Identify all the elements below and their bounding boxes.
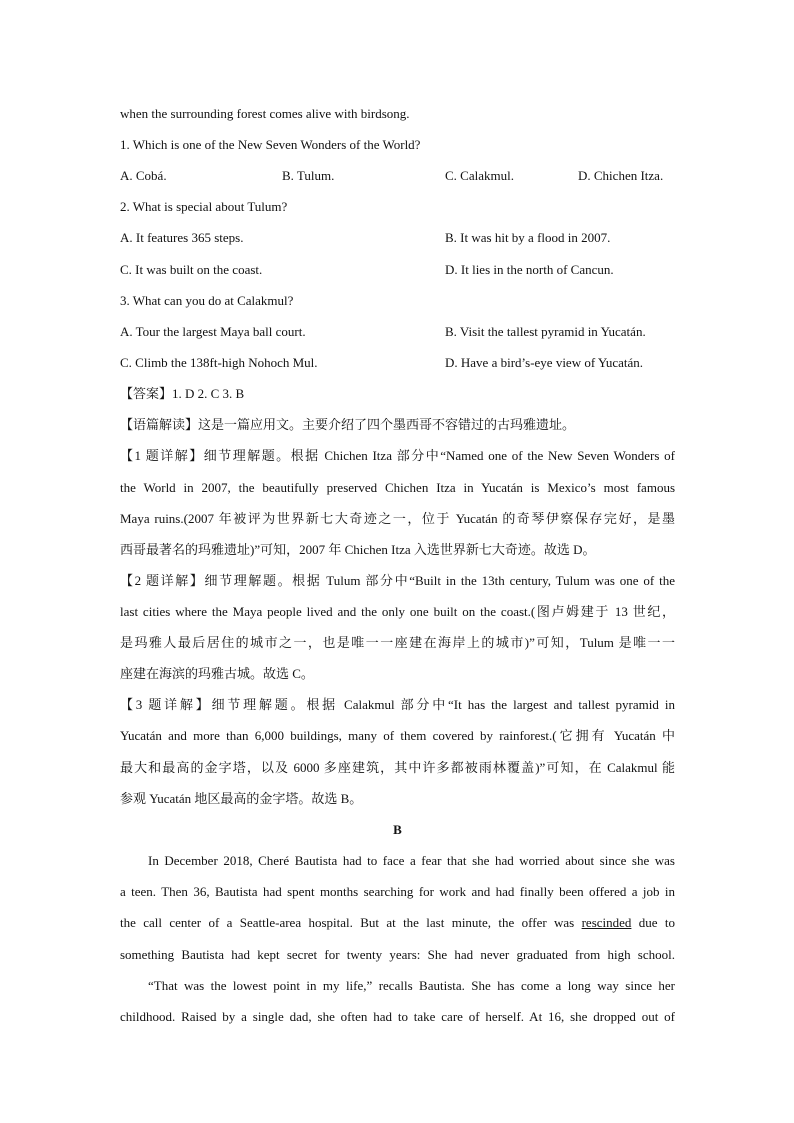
explanation-1-line: 西哥最著名的玛雅遗址)”可知，2007 年 Chichen Itza 入选世界新七大奇迹。故选 D。 bbox=[120, 542, 596, 557]
explanation-2-line: 座建在海滨的玛雅古城。故选 C。 bbox=[120, 666, 314, 681]
passage-line bbox=[120, 915, 675, 931]
passage-line: “That was the lowest point in my life,” recalls Bautista. She has come a long way since her bbox=[148, 978, 675, 993]
q2-option-d: D. It lies in the north of Cancun. bbox=[445, 262, 614, 277]
passage-line: childhood. Raised by a single dad, she often had to take care of herself. At 16, she dropped out of bbox=[120, 1009, 675, 1024]
q3-option-d: D. Have a bird’s-eye view of Yucatán. bbox=[445, 355, 644, 370]
q1-option-d: D. Chichen Itza. bbox=[578, 168, 664, 183]
question-2: 2. What is special about Tulum? bbox=[120, 199, 288, 214]
passage-line: a teen. Then 36, Bautista had spent months searching for work and had finally been offered a job in bbox=[120, 884, 675, 899]
section-heading: B bbox=[393, 822, 402, 837]
passage-continuation: when the surrounding forest comes alive with birdsong. bbox=[120, 106, 410, 121]
q3-option-b: B. Visit the tallest pyramid in Yucatán. bbox=[445, 324, 646, 339]
explanation-2-line: last cities where the Maya people lived and the only one built on the coast.(图卢姆建于 13 世纪， bbox=[120, 604, 675, 619]
passage-line: something Bautista had kept secret for twenty years: She had never graduated from high school. bbox=[120, 947, 675, 962]
explanation-1-line: 【1 题详解】细节理解题。根据 Chichen Itza 部分中“Named one of the New Seven Wonders of bbox=[120, 448, 675, 463]
q3-option-a: A. Tour the largest Maya ball court. bbox=[120, 324, 306, 339]
explanation-3-line: Yucatán and more than 6,000 buildings, many of them covered by rainforest.(它拥有 Yucatán 中 bbox=[120, 728, 675, 743]
q1-option-a: A. Cobá. bbox=[120, 168, 167, 183]
underlined-word: rescinded bbox=[581, 915, 632, 930]
explanation-1-line: Maya ruins.(2007 年被评为世界新七大奇迹之一，位于 Yucatán 的奇琴伊察保存完好，是墨 bbox=[120, 511, 675, 526]
q2-option-c: C. It was built on the coast. bbox=[120, 262, 263, 277]
q1-option-b: B. Tulum. bbox=[282, 168, 335, 183]
passage-text: the call center of a Seattle-area hospital. But at the last minute, the offer was bbox=[120, 915, 575, 930]
explanation-3-line: 参观 Yucatán 地区最高的金字塔。故选 B。 bbox=[120, 791, 363, 806]
explanation-2-line: 是玛雅人最后居住的城市之一，也是唯一一座建在海岸上的城市)”可知，Tulum 是唯一一 bbox=[120, 635, 675, 650]
explanation-1-line: the World in 2007, the beautifully preserved Chichen Itza in Yucatán is Mexico’s most famous bbox=[120, 480, 675, 495]
passage-line: In December 2018, Cheré Bautista had to face a fear that she had worried about since she was bbox=[148, 853, 675, 868]
q1-option-c: C. Calakmul. bbox=[445, 168, 514, 183]
question-3: 3. What can you do at Calakmul? bbox=[120, 293, 294, 308]
explanation-3-line: 最大和最高的金字塔，以及 6000 多座建筑，其中许多都被雨林覆盖)”可知，在 Calakmul 能 bbox=[120, 760, 675, 775]
answer-key: 【答案】1. D 2. C 3. B bbox=[120, 386, 245, 401]
q3-option-c: C. Climb the 138ft-high Nohoch Mul. bbox=[120, 355, 318, 370]
q2-option-a: A. It features 365 steps. bbox=[120, 230, 244, 245]
passage-intro: 【语篇解读】这是一篇应用文。主要介绍了四个墨西哥不容错过的古玛雅遗址。 bbox=[120, 417, 576, 432]
passage-text: due to bbox=[631, 915, 675, 930]
explanation-2-line: 【2 题详解】细节理解题。根据 Tulum 部分中“Built in the 13th century, Tulum was one of the bbox=[120, 573, 675, 588]
explanation-3-line: 【3 题详解】细节理解题。根据 Calakmul 部分中“It has the largest and tallest pyramid in bbox=[120, 697, 675, 712]
question-1: 1. Which is one of the New Seven Wonders of the World? bbox=[120, 137, 421, 152]
q2-option-b: B. It was hit by a flood in 2007. bbox=[445, 230, 611, 245]
